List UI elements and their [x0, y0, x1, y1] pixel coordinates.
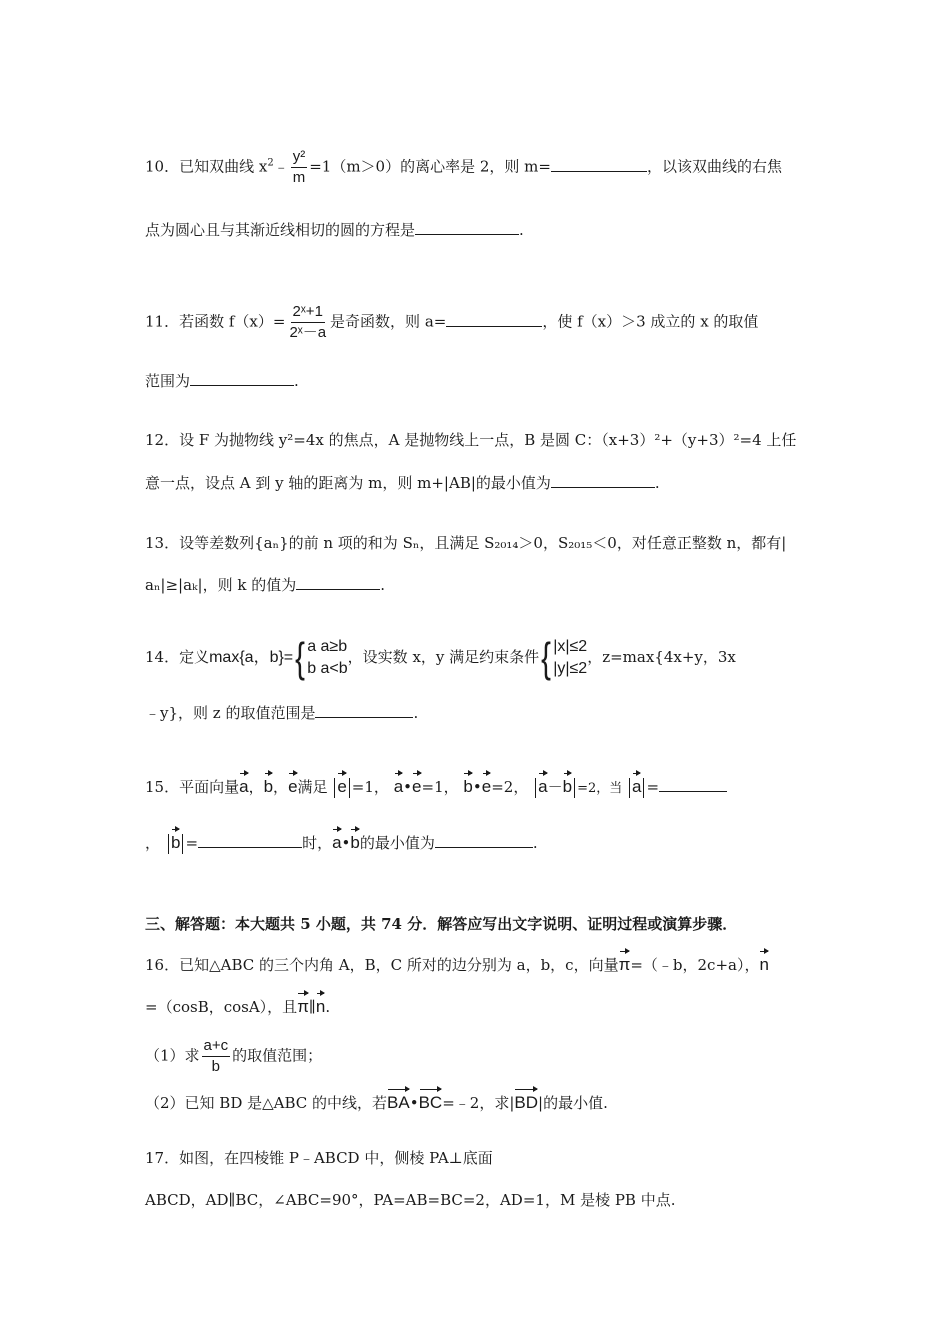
answer-blank[interactable]	[198, 833, 302, 848]
vector-ba: BA	[387, 1086, 410, 1114]
q11-line2: 范围为 .	[145, 372, 299, 390]
vector-bc: BC	[419, 1086, 443, 1114]
q16-part2: （2）已知 BD 是△ABC 的中线，若BA•BC=﹣2，求|BD|的最小值.	[145, 1086, 608, 1114]
vector-bd: BD	[514, 1086, 538, 1114]
vector-n: n	[759, 948, 768, 976]
answer-blank[interactable]	[551, 157, 647, 172]
answer-blank[interactable]	[415, 220, 519, 235]
q17-line2: ABCD，AD∥BC，∠ABC=90°，PA=AB=BC=2，AD=1，M 是棱 PB 中点.	[145, 1191, 676, 1209]
left-brace-icon: {	[541, 634, 552, 681]
answer-blank[interactable]	[296, 575, 380, 590]
vector-e: e	[288, 770, 297, 798]
section-heading: 三、解答题：本大题共 5 小题，共 74 分．解答应写出文字说明、证明过程或演算步骤．	[145, 915, 738, 933]
abs-bar	[349, 778, 350, 798]
q12-line1: 12．设 F 为抛物线 y²=4x 的焦点，A 是抛物线上一点，B 是圆 C：（x+3）²+（y+3）²=4 上任	[145, 431, 797, 449]
q17-line1: 17．如图，在四棱锥 P﹣ABCD 中，侧棱 PA⊥底面	[145, 1149, 493, 1167]
q16-line2: =（cosB，cosA），且π∥n.	[145, 990, 330, 1018]
vector-b: b	[264, 770, 273, 798]
q14-line2: ﹣y}，则 z 的取值范围是 .	[145, 704, 419, 722]
max-cases: a a≥b b a<b	[307, 638, 348, 677]
q16-part1: （1）求 $\frac{a+c}{b}$ 的取值范围；	[145, 1037, 323, 1075]
abs-bar	[643, 778, 644, 798]
constraint-cases: |x|≤2 |y|≤2	[553, 638, 588, 677]
abs-bar	[535, 778, 536, 798]
q16-line1: 16．已知△ABC 的三个内角 A，B，C 所对的边分别为 a，b，c，向量π=（﹣b，2c+a），n	[145, 948, 769, 976]
abs-bar	[574, 778, 575, 798]
q10-line2: 点为圆心且与其渐近线相切的圆的方程是 .	[145, 221, 524, 239]
answer-blank[interactable]	[435, 833, 533, 848]
q13-line2: aₙ|≥|aₖ|，则 k 的值为 .	[145, 576, 385, 594]
abs-bar	[168, 834, 169, 854]
left-brace-icon: {	[295, 634, 306, 681]
answer-blank[interactable]	[446, 312, 542, 327]
q13-line1: 13．设等差数列{aₙ}的前 n 项的和为 Sₙ，且满足 S₂₀₁₄＞0，S₂₀₁₅＜0，对任意正整数 n，都有|	[145, 534, 787, 552]
q10-fraction: $\frac{\text{y²}}{m}$	[292, 148, 306, 186]
q12-line2: 意一点，设点 A 到 y 轴的距离为 m，则 m+|AB|的最小值为 .	[145, 474, 660, 492]
vector-a: a	[239, 770, 248, 798]
answer-blank[interactable]	[190, 371, 294, 386]
vector-m: π	[619, 948, 631, 976]
abs-bar	[629, 778, 630, 798]
q10-line1: 10．已知双曲线 $x^2﹣$ $\frac{\text{y²}}{m}$ =1（m＞0）的离心率是 2，则 m= ，以该双曲线的右焦	[145, 148, 782, 186]
answer-blank[interactable]	[551, 473, 655, 488]
q14-line1: 14．定义max{a，b}={ a a≥b b a<b ，设实数 x，y 满足约束条件{ |x|≤2 |y|≤2 ，z=max{4x+y，3x	[145, 634, 736, 681]
q11-fraction: $\frac{\text{2ˣ+1}}{\text{2ˣ－a}}$	[289, 303, 327, 341]
abs-bar	[334, 778, 335, 798]
q15-line2: ， b = 时，a•b的最小值为 .	[145, 826, 538, 854]
answer-blank[interactable]	[659, 777, 727, 792]
q11-line1: 11．若函数 f（x）= $\frac{\text{2ˣ+1}}{\text{2ˣ－a}}$ 是奇函数，则 a= ，使 f（x）＞3 成立的 x 的取值	[145, 303, 759, 341]
abs-bar	[182, 834, 183, 854]
q15-line1: 15．平面向量a，b，e满足 e =1， a•e=1， b•e=2， a－b =2，当 a =	[145, 770, 727, 800]
q16-fraction: $\frac{a+c}{b}$	[203, 1037, 229, 1075]
answer-blank[interactable]	[315, 703, 413, 718]
